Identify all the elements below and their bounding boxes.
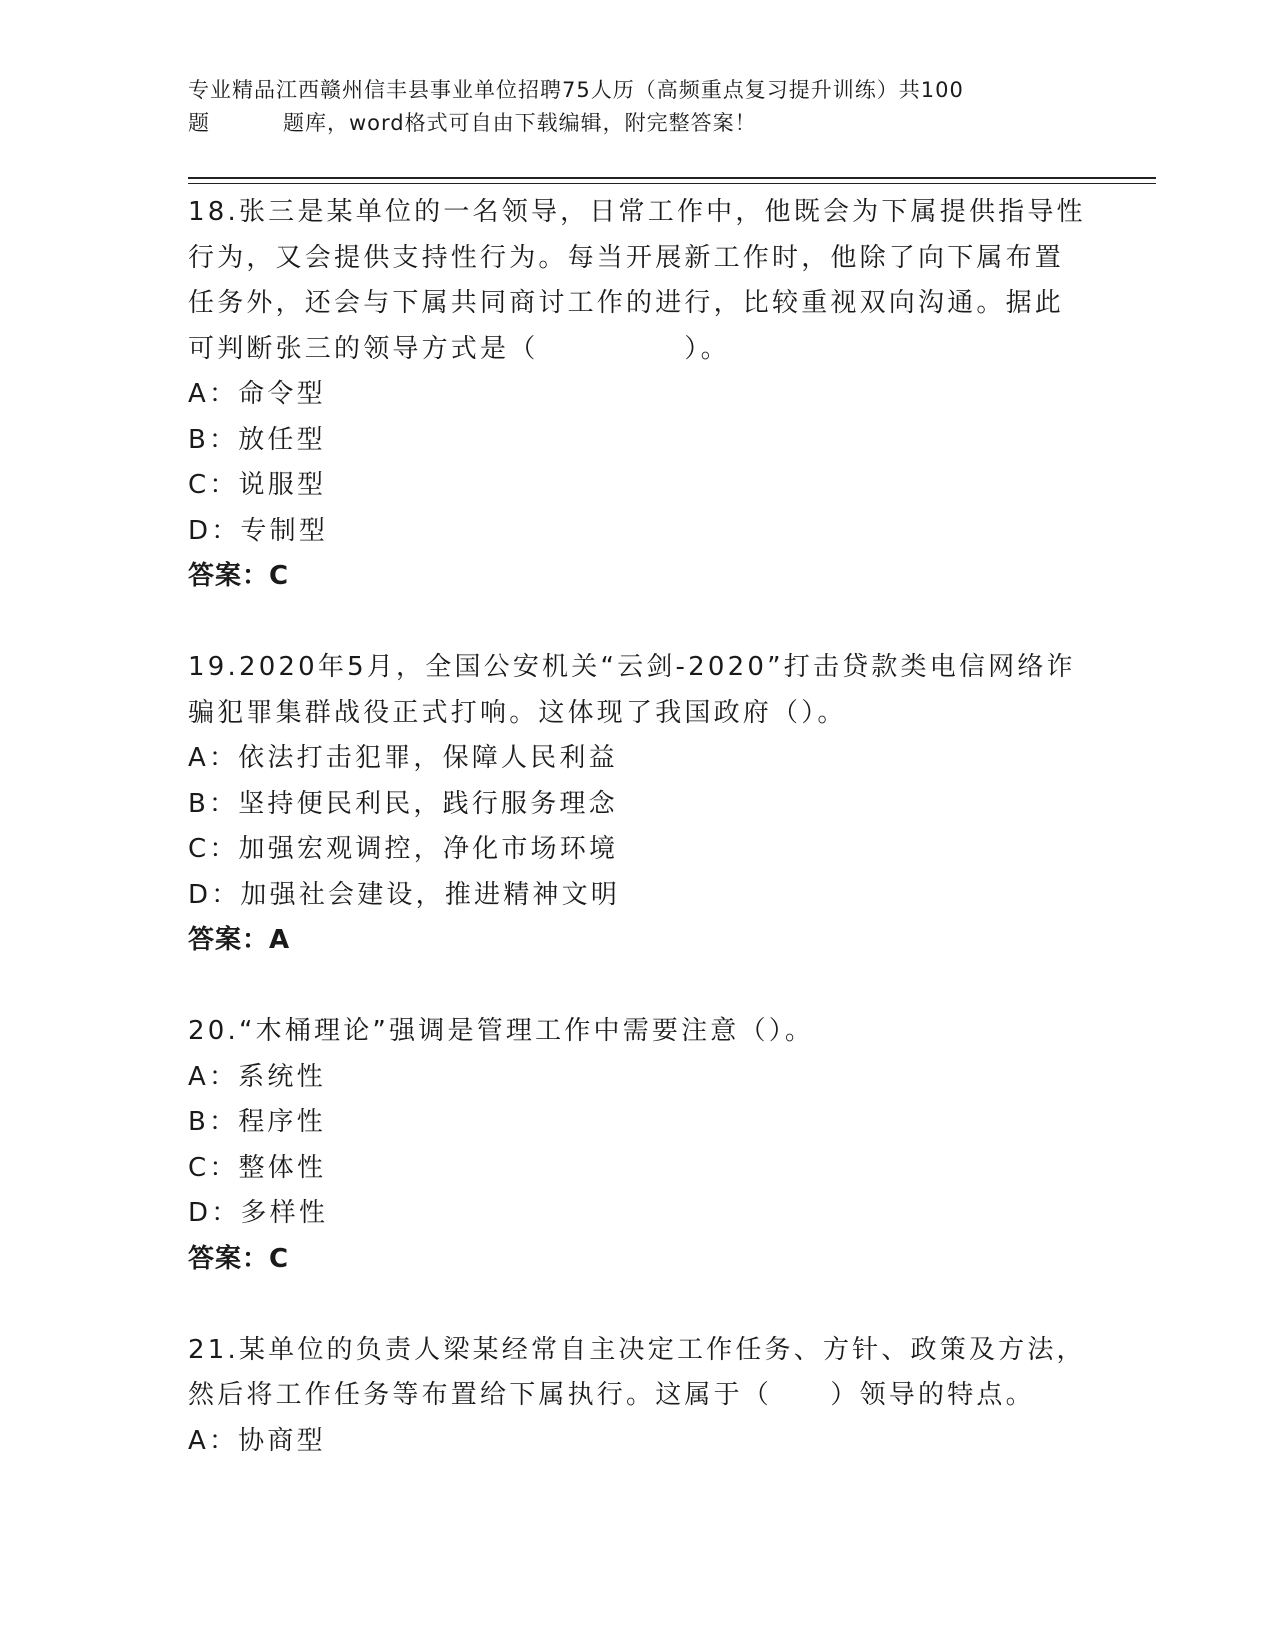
question-21 [188,1328,1088,1465]
stem-line: 任务外，还会与下属共同商讨工作的进行，比较重视双向沟通。据此 [188,288,1065,318]
stem-line: 骗犯罪集群战役正式打响。这体现了我国政府（）。 [188,697,847,728]
option-b: B：坚持便民利民，践行服务理念 [188,788,618,819]
answer: 答案：C [188,1243,290,1274]
document-header [188,74,1068,140]
option-d: D：专制型 [188,515,329,546]
header-title-rest: 题库，word格式可自由下载编辑，附完整答案！ [283,111,757,135]
spacer [188,1282,1088,1328]
option-a: A：命令型 [188,379,326,409]
question-19 [188,645,1088,964]
spacer [188,964,1088,1010]
option-b: B：程序性 [188,1107,326,1137]
option-a: A：依法打击犯罪，保障人民利益 [188,743,618,773]
stem-line: 然后将工作任务等布置给下属执行。这属于（ ）领导的特点。 [188,1380,1035,1410]
question-stem [188,1009,1088,1055]
question-stem [188,645,1088,736]
answer: 答案：A [188,925,291,955]
option-c: C：整体性 [188,1152,327,1183]
option-d: D：加强社会建设，推进精神文明 [188,879,621,910]
option-c: C：说服型 [188,470,327,500]
stem-line: 18.张三是某单位的一名领导，日常工作中，他既会为下属提供指导性 [188,197,1086,227]
stem-line: 可判断张三的领导方式是（ ）。 [188,333,730,364]
option-a: A：系统性 [188,1061,326,1092]
spacer [188,600,1088,646]
question-18 [188,190,1088,600]
header-divider-thick [188,177,1156,179]
stem-line: 20.“木桶理论”强调是管理工作中需要注意（）。 [188,1016,815,1046]
option-a: A：协商型 [188,1425,326,1456]
option-d: D：多样性 [188,1198,329,1228]
question-20 [188,1009,1088,1282]
question-stem [188,1328,1088,1419]
answer: 答案：C [188,561,290,591]
header-title-lead: 题 [188,111,210,135]
header-divider-thin [188,183,1156,184]
stem-line: 21.某单位的负责人梁某经常自主决定工作任务、方针、政策及方法， [188,1334,1086,1365]
stem-line: 行为，又会提供支持性行为。每当开展新工作时，他除了向下属布置 [188,242,1065,273]
header-title-line-2 [188,107,1068,140]
header-title-line-1: 专业精品江西赣州信丰县事业单位招聘75人历（高频重点复习提升训练）共100 [188,78,964,102]
option-c: C：加强宏观调控，净化市场环境 [188,834,619,864]
question-list [188,190,1088,1464]
question-stem [188,190,1088,372]
stem-line: 19.2020年5月，全国公安机关“云剑-2020”打击贷款类电信网络诈 [188,652,1076,682]
option-b: B：放任型 [188,424,326,455]
